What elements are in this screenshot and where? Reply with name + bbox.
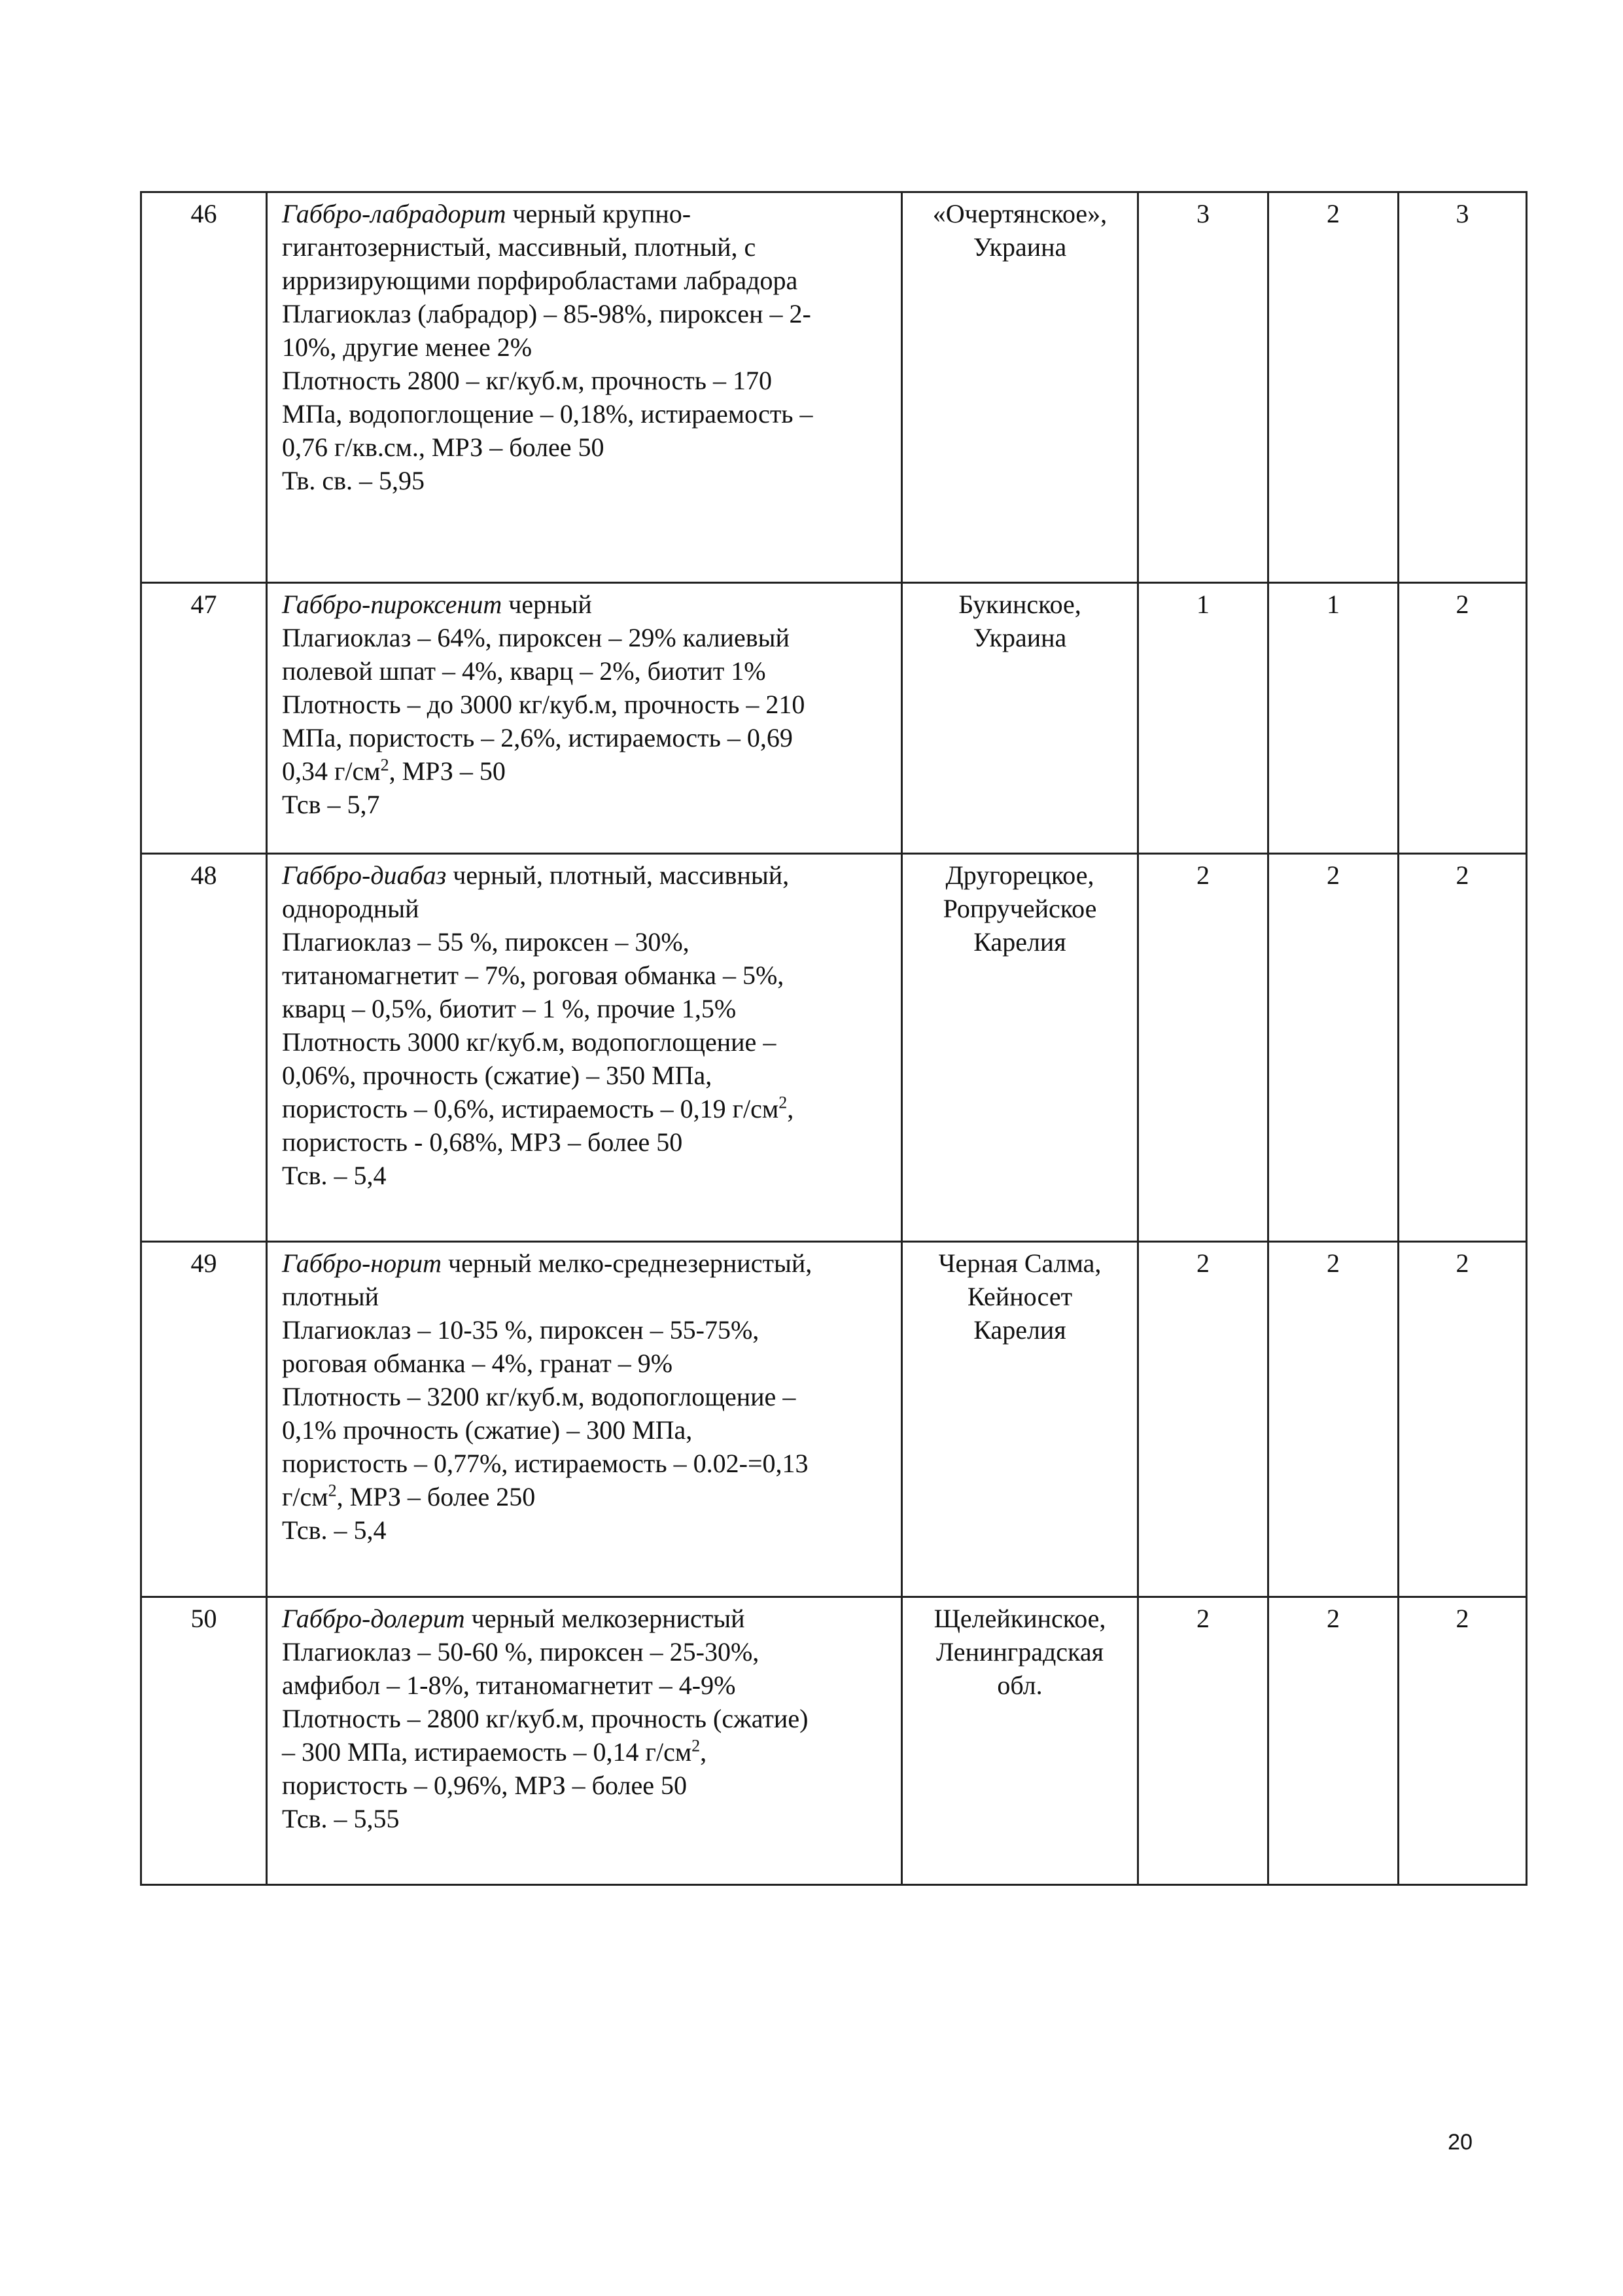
description-line: Габбро-долерит черный мелкозернистый [282, 1604, 745, 1633]
rock-name: Габбро-долерит [282, 1604, 465, 1633]
rating-cell-1: 2 [1138, 1597, 1268, 1885]
table-row [141, 583, 1527, 854]
description-line: Плагиоклаз – 64%, пироксен – 29% калиевый [282, 623, 790, 652]
rating-cell-3: 2 [1399, 1597, 1527, 1885]
description-line: Плагиоклаз – 10-35 %, пироксен – 55-75%, [282, 1315, 759, 1345]
description-line: гигантозернистый, массивный, плотный, с [282, 232, 756, 262]
deposit-location [902, 1597, 1138, 1885]
row-number: 46 [141, 192, 267, 583]
description-line: Габбро-пироксенит черный [282, 590, 592, 619]
deposit-line: Черная Салма, [938, 1248, 1102, 1278]
description-line: 10%, другие менее 2% [282, 332, 532, 362]
rating-cell-3: 2 [1399, 583, 1527, 854]
rating-cell-1: 1 [1138, 583, 1268, 854]
description-line: 0,06%, прочность (сжатие) – 350 МПа, [282, 1061, 712, 1090]
deposit-line: Букинское, [958, 590, 1081, 619]
description-line: Габбро-лабрадорит черный крупно- [282, 199, 691, 228]
description-line: пористость - 0,68%, МРЗ – более 50 [282, 1127, 683, 1157]
rating-cell-3: 2 [1399, 1242, 1527, 1597]
rating-cell-2: 1 [1268, 583, 1399, 854]
table-row [141, 1242, 1527, 1597]
deposit-line: обл. [997, 1670, 1043, 1700]
description-line: пористость – 0,6%, истираемость – 0,19 $г/см^2$, [282, 1093, 794, 1123]
description-line: однородный [282, 894, 419, 923]
row-number: 48 [141, 854, 267, 1242]
description-line: Плагиоклаз – 50-60 %, пироксен – 25-30%, [282, 1637, 759, 1667]
row-number: 50 [141, 1597, 267, 1885]
description-line: амфибол – 1-8%, титаномагнетит – 4-9% [282, 1670, 736, 1700]
deposit-line: Другорецкое, [945, 860, 1094, 890]
description-line: Тв. св. – 5,95 [282, 466, 425, 495]
rock-description [267, 1242, 902, 1597]
table-row [141, 1597, 1527, 1885]
description-line: 0,1% прочность (сжатие) – 300 МПа, [282, 1415, 693, 1445]
description-line: ирризирующими порфиробластами лабрадора [282, 266, 798, 295]
rock-name: Габбро-норит [282, 1248, 442, 1278]
deposit-location [902, 583, 1138, 854]
description-line: плотный [282, 1282, 379, 1311]
description-line: – 300 МПа, истираемость – 0,14 $г/см^2$, [282, 1736, 707, 1767]
description-line: Габбро-диабаз черный, плотный, массивный, [282, 860, 790, 890]
deposit-line: Карелия [973, 1315, 1066, 1345]
deposit-location [902, 854, 1138, 1242]
description-line: Тсв. – 5,4 [282, 1515, 387, 1545]
rating-cell-2: 2 [1268, 1242, 1399, 1597]
deposit-line: Украина [973, 232, 1067, 262]
rock-description [267, 1597, 902, 1885]
deposit-line: Ленинградская [935, 1637, 1104, 1667]
description-line: 0,34 $г/см^2$, МРЗ – 50 [282, 755, 506, 786]
table-row [141, 854, 1527, 1242]
description-line: полевой шпат – 4%, кварц – 2%, биотит 1% [282, 656, 766, 686]
row-number: 47 [141, 583, 267, 854]
superscript: 2 [380, 755, 389, 775]
deposit-line: Щелейкинское, [934, 1604, 1106, 1633]
description-line: роговая обманка – 4%, гранат – 9% [282, 1349, 673, 1378]
superscript: 2 [328, 1481, 337, 1500]
description-line: МПа, пористость – 2,6%, истираемость – 0,69 [282, 723, 793, 752]
rock-name: Габбро-пироксенит [282, 590, 502, 619]
description-line: титаномагнетит – 7%, роговая обманка – 5%, [282, 961, 784, 990]
deposit-line: Ропручейское [943, 894, 1097, 923]
description-line: кварц – 0,5%, биотит – 1 %, прочие 1,5% [282, 994, 737, 1023]
rating-cell-1: 2 [1138, 1242, 1268, 1597]
rating-cell-1: 3 [1138, 192, 1268, 583]
deposit-line: Карелия [973, 927, 1066, 957]
deposit-line: Украина [973, 623, 1067, 652]
description-line: Тсв. – 5,4 [282, 1161, 387, 1190]
description-line: Габбро-норит черный мелко-среднезернистый, [282, 1248, 812, 1278]
row-number: 49 [141, 1242, 267, 1597]
rating-cell-1: 2 [1138, 854, 1268, 1242]
rating-cell-3: 2 [1399, 854, 1527, 1242]
rock-description [267, 583, 902, 854]
description-line: Плотность – 2800 кг/куб.м, прочность (сжатие) [282, 1704, 809, 1733]
rating-cell-2: 2 [1268, 854, 1399, 1242]
description-line: Плотность 2800 – кг/куб.м, прочность – 170 [282, 366, 773, 395]
description-line: Плотность – до 3000 кг/куб.м, прочность – 210 [282, 690, 805, 719]
rock-name: Габбро-лабрадорит [282, 199, 506, 228]
description-line: Плагиоклаз – 55 %, пироксен – 30%, [282, 927, 689, 957]
description-line: МПа, водопоглощение – 0,18%, истираемость – [282, 399, 813, 429]
rating-cell-2: 2 [1268, 192, 1399, 583]
description-line: пористость – 0,96%, МРЗ – более 50 [282, 1771, 687, 1800]
description-line: пористость – 0,77%, истираемость – 0.02-=0,13 [282, 1449, 809, 1478]
rating-cell-3: 3 [1399, 192, 1527, 583]
deposit-line: «Очертянское», [932, 199, 1108, 228]
deposit-location [902, 192, 1138, 583]
rock-name: Габбро-диабаз [282, 860, 447, 890]
superscript: 2 [691, 1736, 701, 1756]
description-line: $г/см^2$, МРЗ – более 250 [282, 1481, 536, 1511]
superscript: 2 [778, 1093, 788, 1112]
description-line: Плагиоклаз (лабрадор) – 85-98%, пироксен – 2- [282, 299, 811, 328]
rating-cell-2: 2 [1268, 1597, 1399, 1885]
description-line: Плотность 3000 кг/куб.м, водопоглощение – [282, 1027, 777, 1057]
deposit-line: Кейносет [967, 1282, 1073, 1311]
deposit-location [902, 1242, 1138, 1597]
description-line: Тсв – 5,7 [282, 790, 380, 819]
description-line: Плотность – 3200 кг/куб.м, водопоглощение – [282, 1382, 796, 1411]
rock-description [267, 854, 902, 1242]
rock-table [140, 191, 1527, 1886]
description-line: 0,76 г/кв.см., МРЗ – более 50 [282, 433, 604, 462]
description-line: Тсв. – 5,55 [282, 1804, 400, 1833]
rock-description [267, 192, 902, 583]
table-row [141, 192, 1527, 583]
page-number: 20 [1448, 2130, 1473, 2155]
